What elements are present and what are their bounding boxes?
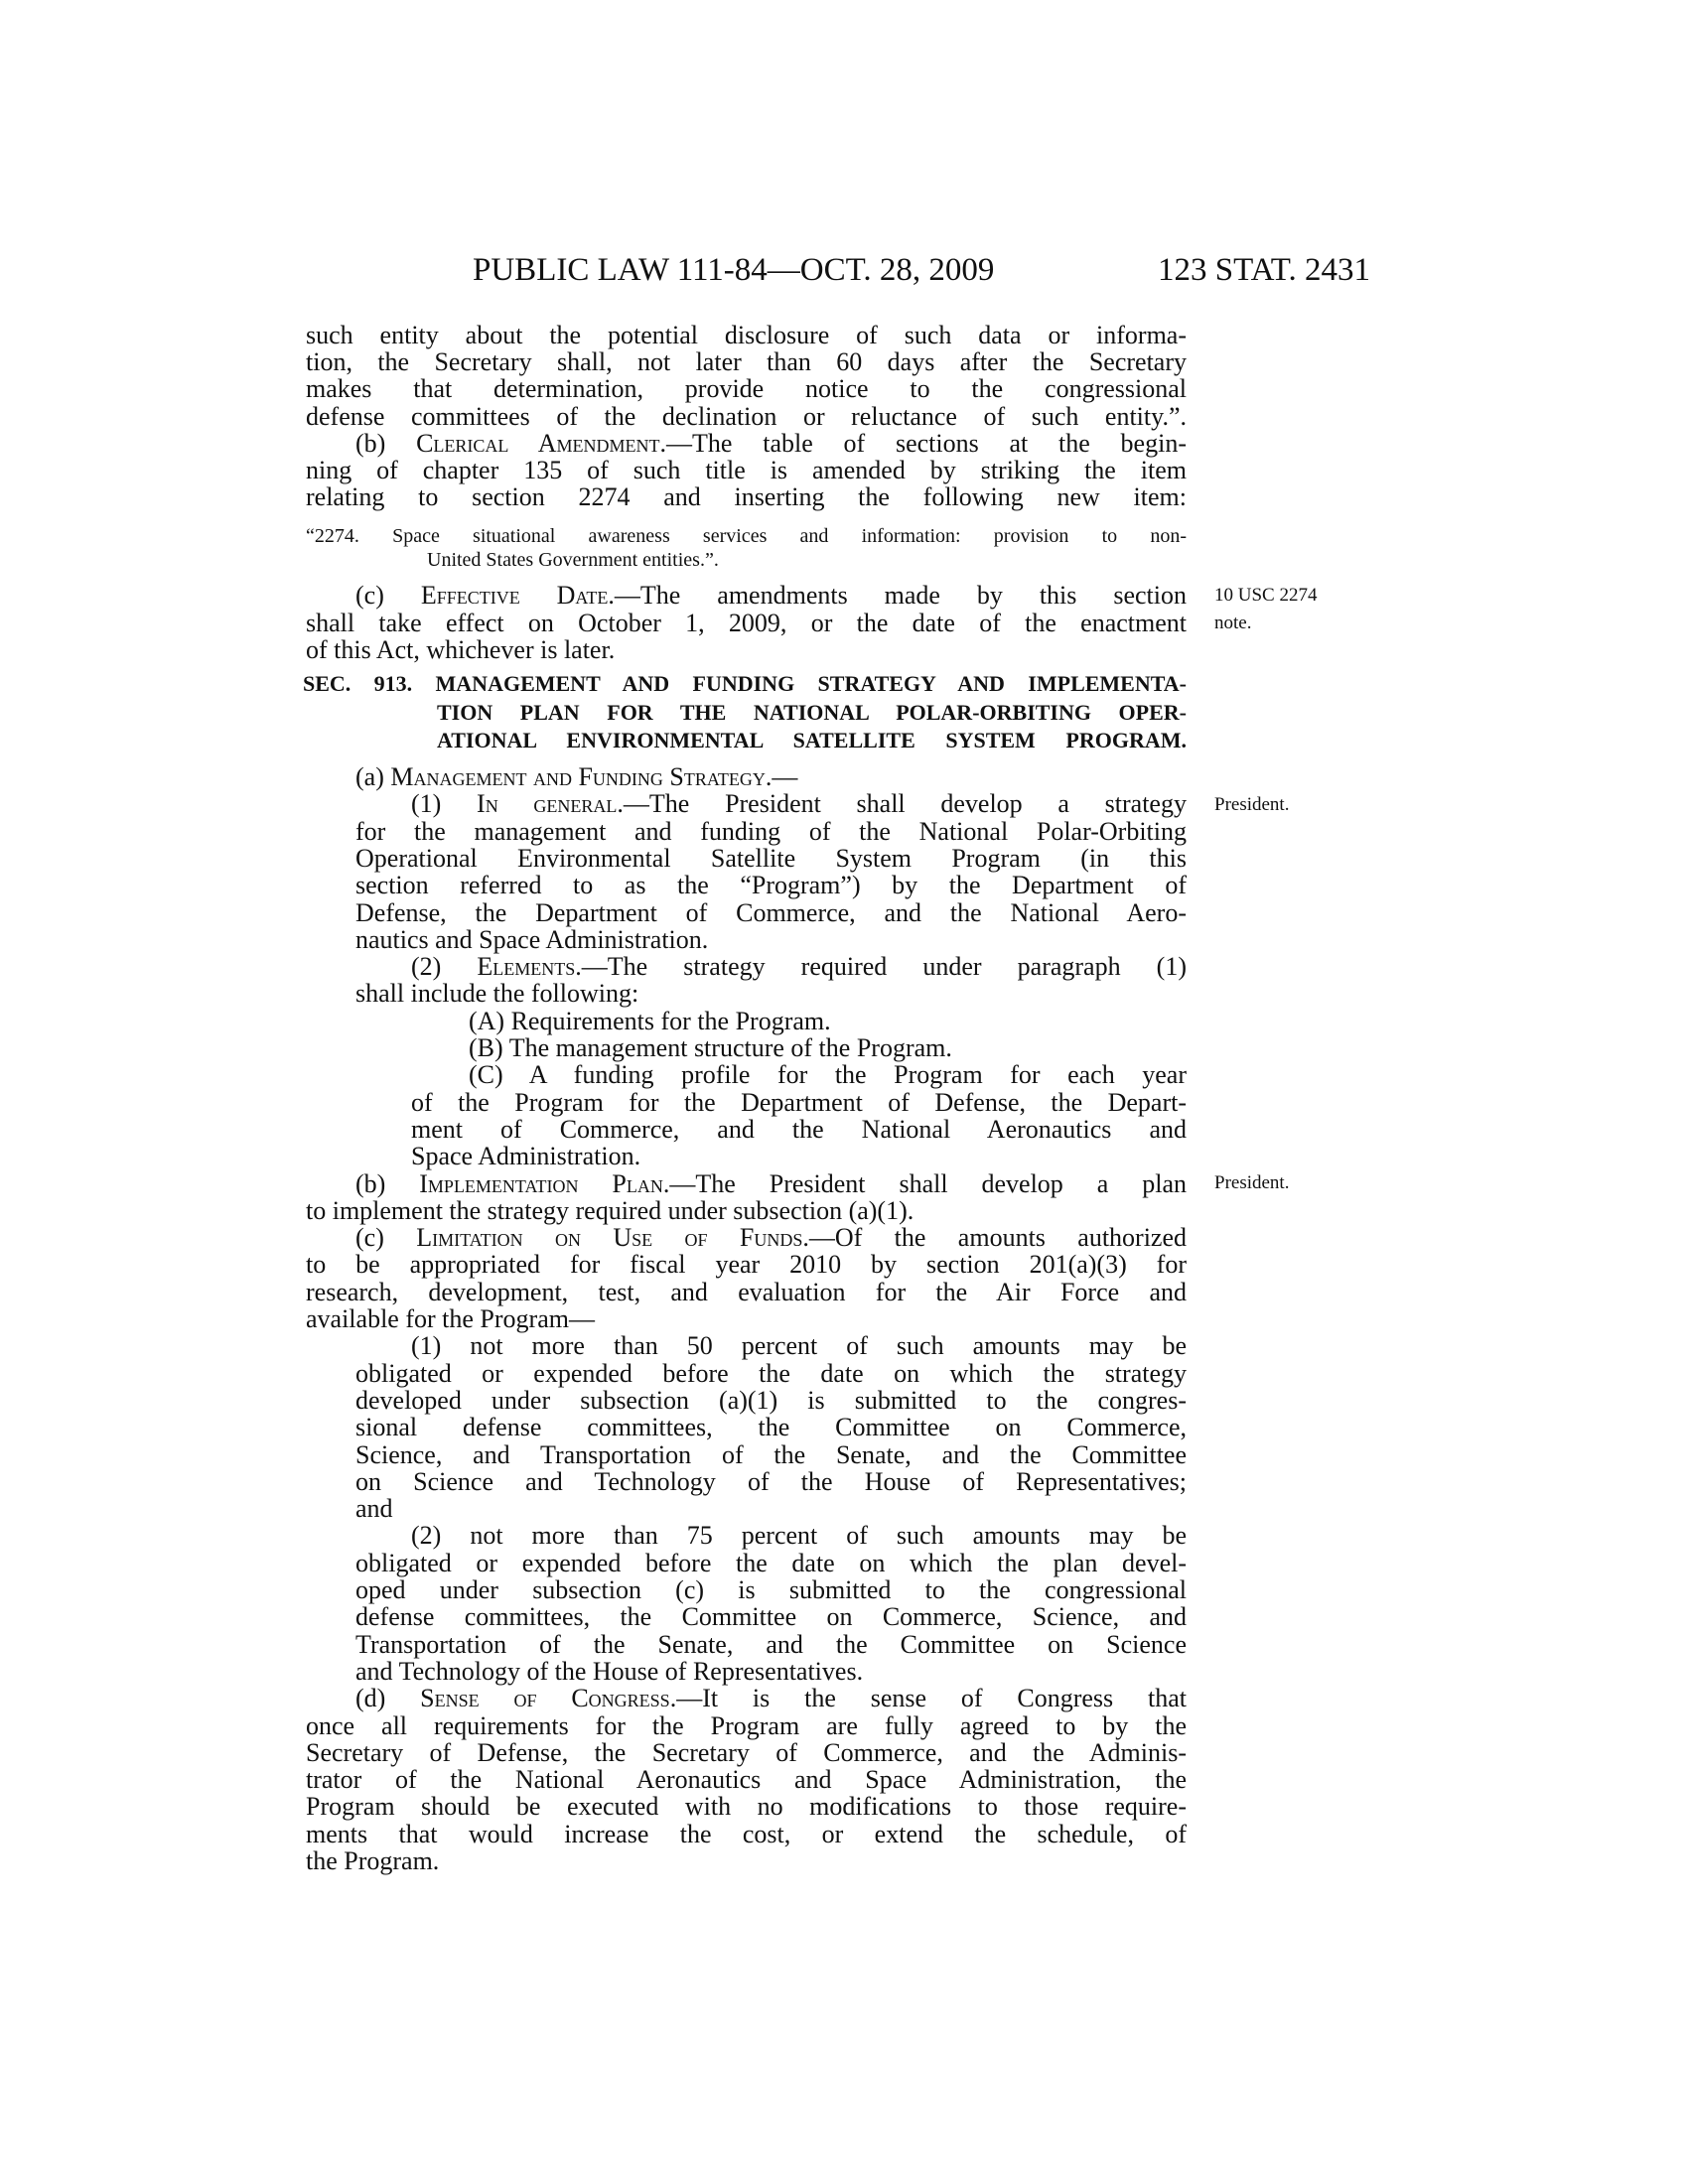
text-line: ments that would increase the cost, or extend the schedule, of <box>306 1819 1187 1848</box>
paragraph-designator: (b) <box>355 1168 420 1198</box>
text-line: for the management and funding of the National Polar-Orbiting <box>355 816 1187 846</box>
paragraph-text: .—The amendments made by this section <box>608 581 1187 610</box>
text-line: Science, and Transportation of the Senate, and the Committee <box>355 1439 1187 1469</box>
text-line: Transportation of the Senate, and the Committee on Science <box>355 1629 1187 1659</box>
paragraph-designator: (b) <box>355 428 417 458</box>
paragraph-heading: Effective Date <box>420 581 609 610</box>
page-stat-number: 123 STAT. 2431 <box>1158 252 1371 288</box>
paragraph-heading: Implementation Plan <box>419 1168 663 1198</box>
text-line: obligated or expended before the date on which the strategy <box>355 1358 1187 1388</box>
paragraph-heading: Limitation on Use of Funds <box>416 1223 803 1253</box>
text-line: to implement the strategy required under subsection (a)(1). <box>306 1195 914 1225</box>
paragraph-text: .—The President shall develop a plan <box>662 1168 1187 1198</box>
text-line: defense committees of the declination or reluctance of such entity.”. <box>306 401 1187 431</box>
paragraph-designator: (1) <box>411 789 478 819</box>
text-line: United States Government entities.”. <box>427 549 719 571</box>
text-line <box>411 953 1187 980</box>
text-line: makes that determination, provide notice to the congressional <box>306 374 1187 404</box>
section-heading-line: ATIONAL ENVIRONMENTAL SATELLITE SYSTEM PROGRAM. <box>437 728 1187 752</box>
text-line: Defense, the Department of Commerce, and the National Aero- <box>355 897 1187 927</box>
paragraph-designator: (2) <box>411 952 478 982</box>
text-line: once all requirements for the Program are fully agreed to by the <box>306 1710 1187 1740</box>
text-line: section referred to as the “Program”) by the Department of <box>355 871 1187 900</box>
text-line <box>355 430 1187 457</box>
text-line: and Technology of the House of Representatives. <box>355 1656 864 1686</box>
text-line: (1) not more than 50 percent of such amounts may be <box>411 1331 1187 1361</box>
paragraph-designator: (c) <box>355 581 421 610</box>
text-line: research, development, test, and evaluation for the Air Force and <box>306 1277 1187 1306</box>
margin-note-president: President. <box>1214 794 1290 815</box>
text-line <box>411 790 1187 817</box>
text-line: such entity about the potential disclosure of such data or informa- <box>306 321 1187 349</box>
text-line: ning of chapter 135 of such title is amended by striking the item <box>306 456 1187 484</box>
text-line: tion, the Secretary shall, not later than 60 days after the Secretary <box>306 347 1187 377</box>
text-line: (C) A funding profile for the Program for each year <box>469 1060 1187 1090</box>
paragraph-text: .—The strategy required under paragraph (1) <box>575 952 1187 982</box>
text-line: ment of Commerce, and the National Aeronautics and <box>411 1114 1187 1144</box>
text-line <box>355 763 797 790</box>
text-line: sional defense committees, the Committee on Commerce, <box>355 1413 1187 1442</box>
text-line: Secretary of Defense, the Secretary of Commerce, and the Adminis- <box>306 1737 1187 1767</box>
margin-note-usc-note: note. <box>1214 613 1252 633</box>
text-line: Program should be executed with no modifications to those require- <box>306 1792 1187 1822</box>
text-line: of this Act, whichever is later. <box>306 635 616 664</box>
text-line: developed under subsection (a)(1) is submitted to the congres- <box>355 1385 1187 1415</box>
text-line: Space Administration. <box>411 1142 641 1171</box>
paragraph-text: .—It is the sense of Congress that <box>669 1684 1187 1713</box>
paragraph-heading: In general <box>477 789 618 819</box>
margin-note-president: President. <box>1214 1172 1290 1193</box>
text-line: obligated or expended before the date on which the plan devel- <box>355 1548 1187 1577</box>
text-line: nautics and Space Administration. <box>355 924 709 954</box>
text-line: shall take effect on October 1, 2009, or the date of the enactment <box>306 608 1187 637</box>
text-line: trator of the National Aeronautics and Space Administration, the <box>306 1765 1187 1795</box>
text-line <box>355 582 1187 609</box>
section-heading-line: TION PLAN FOR THE NATIONAL POLAR-ORBITING OPER- <box>437 699 1187 725</box>
paragraph-text: .—The President shall develop a strategy <box>617 789 1187 819</box>
text-line: the Program. <box>306 1846 440 1875</box>
text-line: and <box>355 1494 393 1524</box>
text-line <box>355 1685 1187 1711</box>
paragraph-designator: (d) <box>355 1684 421 1713</box>
text-line: of the Program for the Department of Defense, the Depart- <box>411 1087 1187 1117</box>
paragraph-designator: (a) <box>355 762 391 791</box>
text-line: defense committees, the Committee on Commerce, Science, and <box>355 1602 1187 1632</box>
text-line: (B) The management structure of the Program. <box>469 1033 952 1062</box>
section-heading-line: SEC. 913. MANAGEMENT AND FUNDING STRATEGY AND IMPLEMENTA- <box>303 671 1187 696</box>
text-line: shall include the following: <box>355 979 639 1009</box>
margin-note-usc: 10 USC 2274 <box>1214 585 1318 606</box>
text-line: (A) Requirements for the Program. <box>469 1006 831 1035</box>
text-line <box>355 1170 1187 1197</box>
running-header-title: PUBLIC LAW 111-84—OCT. 28, 2009 <box>473 252 995 288</box>
paragraph-heading: Sense of Congress <box>420 1684 670 1713</box>
paragraph-heading: Clerical Amendment <box>416 428 660 458</box>
paragraph-text: .— <box>765 762 798 791</box>
text-line: to be appropriated for fiscal year 2010 by section 201(a)(3) for <box>306 1250 1187 1280</box>
text-line: relating to section 2274 and inserting the following new item: <box>306 482 1187 512</box>
text-line: “2274. Space situational awareness services and information: provision to non- <box>306 525 1187 547</box>
text-line: (2) not more than 75 percent of such amounts may be <box>411 1521 1187 1551</box>
text-line: oped under subsection (c) is submitted to the congressional <box>355 1575 1187 1604</box>
text-line: Operational Environmental Satellite System Program (in this <box>355 843 1187 873</box>
text-line: available for the Program— <box>306 1304 595 1333</box>
paragraph-heading: Management and Funding Strategy <box>390 762 766 791</box>
text-line: on Science and Technology of the House of Representatives; <box>355 1466 1187 1496</box>
paragraph-heading: Elements <box>477 952 576 982</box>
text-line <box>355 1224 1187 1251</box>
paragraph-text: .—The table of sections at the begin- <box>659 428 1187 458</box>
paragraph-designator: (c) <box>355 1223 417 1253</box>
paragraph-text: .—Of the amounts authorized <box>802 1223 1187 1253</box>
